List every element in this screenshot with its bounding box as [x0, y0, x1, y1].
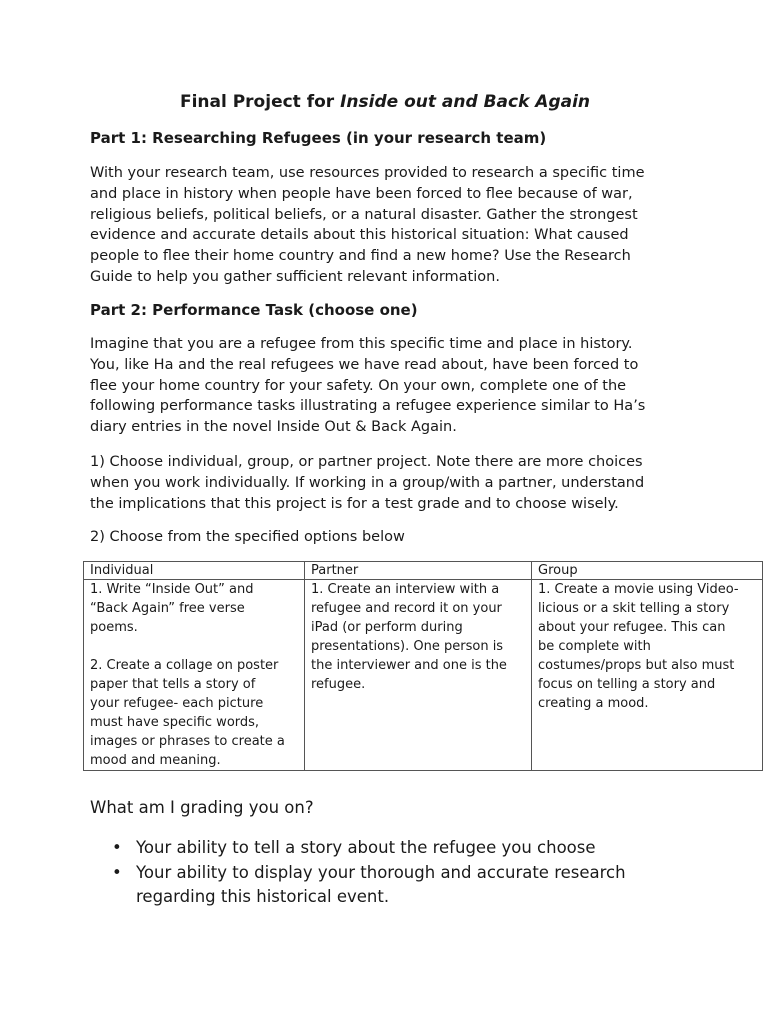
paragraph-line: flee your home country for your safety. On your own, complete one of the — [90, 377, 627, 394]
options-table — [83, 561, 763, 771]
cell-line: licious or a skit telling a story — [538, 601, 730, 616]
cell-line: must have specific words, — [90, 715, 260, 730]
paragraph-line: 1) Choose individual, group, or partner project. Note there are more choices — [90, 454, 643, 470]
paragraph-line: when you work individually. If working in a group/with a partner, understand — [90, 474, 645, 491]
paragraph-line: Imagine that you are a refugee from this specific time and place in history. — [90, 336, 633, 352]
document-title — [90, 92, 680, 112]
cell-line: your refugee- each picture — [90, 696, 264, 711]
cell-line: creating a mood. — [538, 696, 649, 711]
bullet-icon: • — [112, 862, 122, 882]
bullet-text: Your ability to tell a story about the refugee you choose — [136, 838, 596, 857]
cell-spacer — [90, 637, 298, 656]
paragraph-line: diary entries in the novel Inside Out & Back Again. — [90, 419, 457, 436]
step2-paragraph — [90, 527, 680, 548]
part1-heading: Part 1: Researching Refugees (in your research team) — [90, 129, 547, 147]
bullet-text: regarding this historical event. — [136, 887, 390, 906]
column-header-group: Group — [532, 562, 763, 580]
cell-line: 1. Create an interview with a — [311, 582, 500, 597]
partner-options-cell — [305, 580, 532, 771]
paragraph-line: evidence and accurate details about this historical situation: What caused — [90, 227, 629, 244]
bullet-icon: • — [112, 838, 122, 857]
paragraph-line: religious beliefs, political beliefs, or a natural disaster. Gather the strongest — [90, 206, 638, 223]
list-item — [108, 861, 626, 910]
cell-line: about your refugee. This can — [538, 620, 726, 635]
part1-paragraph — [90, 163, 680, 288]
title-book-name: Inside out and Back Again — [340, 92, 591, 112]
cell-line: images or phrases to create a — [90, 734, 285, 749]
paragraph-line: and place in history when people have been forced to flee because of war, — [90, 185, 633, 202]
column-header-partner: Partner — [305, 562, 532, 580]
cell-line: iPad (or perform during — [311, 620, 463, 635]
cell-line: 1. Write “Inside Out” and — [90, 582, 254, 597]
grading-list — [108, 836, 626, 910]
paragraph-line: people to flee their home country and find a new home? Use the Research — [90, 248, 631, 265]
column-header-individual: Individual — [84, 562, 305, 580]
paragraph-line: the implications that this project is for a test grade and to choose wisely. — [90, 495, 619, 512]
cell-line: mood and meaning. — [90, 753, 221, 768]
bullet-text: Your ability to display your thorough and accurate research — [136, 862, 626, 882]
paragraph-line: You, like Ha and the real refugees we have read about, have been forced to — [90, 356, 639, 373]
step1-paragraph — [90, 452, 680, 514]
part2-heading: Part 2: Performance Task (choose one) — [90, 301, 418, 319]
cell-line: presentations). One person is — [311, 639, 504, 654]
cell-line: focus on telling a story and — [538, 677, 716, 692]
cell-line: paper that tells a story of — [90, 677, 256, 692]
cell-line: 1. Create a movie using Video- — [538, 582, 739, 597]
grading-heading: What am I grading you on? — [90, 798, 314, 817]
cell-line: poems. — [90, 620, 138, 635]
title-prefix: Final Project for — [179, 92, 341, 112]
part2-intro-paragraph — [90, 334, 680, 438]
list-item — [108, 836, 626, 861]
cell-line: be complete with — [538, 639, 651, 654]
paragraph-line: 2) Choose from the specified options below — [90, 529, 405, 545]
paragraph-line: With your research team, use resources provided to research a specific time — [90, 165, 645, 181]
paragraph-line: following performance tasks illustrating a refugee experience similar to Ha’s — [90, 398, 646, 415]
cell-line: refugee. — [311, 677, 366, 692]
cell-line: refugee and record it on your — [311, 601, 502, 616]
cell-line: the interviewer and one is the — [311, 658, 507, 673]
cell-line: 2. Create a collage on poster — [90, 658, 279, 673]
cell-line: “Back Again” free verse — [90, 601, 245, 616]
group-options-cell — [532, 580, 763, 771]
cell-line: costumes/props but also must — [538, 658, 735, 673]
individual-options-cell — [84, 580, 305, 771]
paragraph-line: Guide to help you gather sufficient relevant information. — [90, 268, 500, 285]
table-header-row — [84, 562, 763, 580]
table-row — [84, 580, 763, 771]
